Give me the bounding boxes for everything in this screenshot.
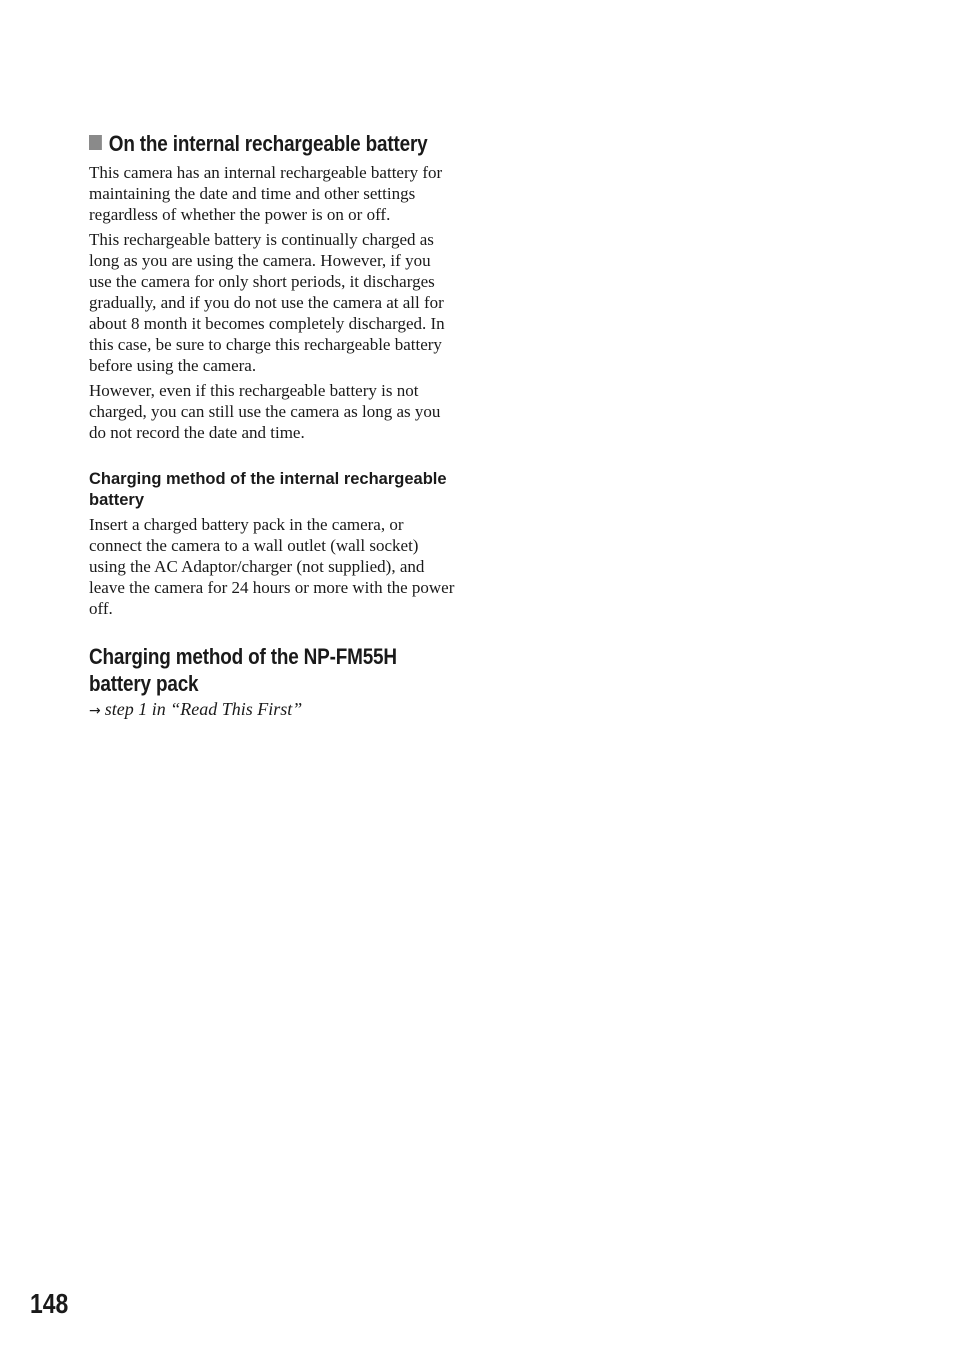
arrow-right-icon: →: [89, 703, 101, 719]
square-bullet-icon: [89, 135, 102, 150]
subsection-heading: Charging method of the internal rechargeable battery: [89, 470, 447, 509]
subsection-paragraph: Insert a charged battery pack in the camera, or connect the camera to a wall outlet (wall socket) using the AC Adaptor/charger (not supplied), and leave the camera for 24 hours or more with the power off.: [89, 515, 455, 618]
main-column: [89, 130, 457, 723]
cross-reference-text: step 1 in “Read This First”: [104, 699, 303, 719]
paragraph-2: This rechargeable battery is continually charged as long as you are using the camera. However, if you use the camera for only short periods, it discharges gradually, and if you do not use the camera at all for about 8 month it becomes completely discharged. In this case, be sure to charge this rechargeable battery before using the camera.: [89, 230, 445, 375]
section2-heading: Charging method of the NP-FM55H battery pack: [89, 644, 397, 696]
paragraph-1: This camera has an internal rechargeable battery for maintaining the date and time and other settings regardless of whether the power is on or off.: [89, 163, 443, 224]
paragraph-3: However, even if this rechargeable battery is not charged, you can still use the camera as long as you do not record the date and time.: [89, 381, 441, 442]
section-heading-text: On the internal rechargeable battery: [108, 131, 428, 156]
section-heading: [89, 130, 459, 157]
page-number: 148: [30, 1288, 69, 1319]
cross-reference[interactable]: [89, 697, 457, 723]
